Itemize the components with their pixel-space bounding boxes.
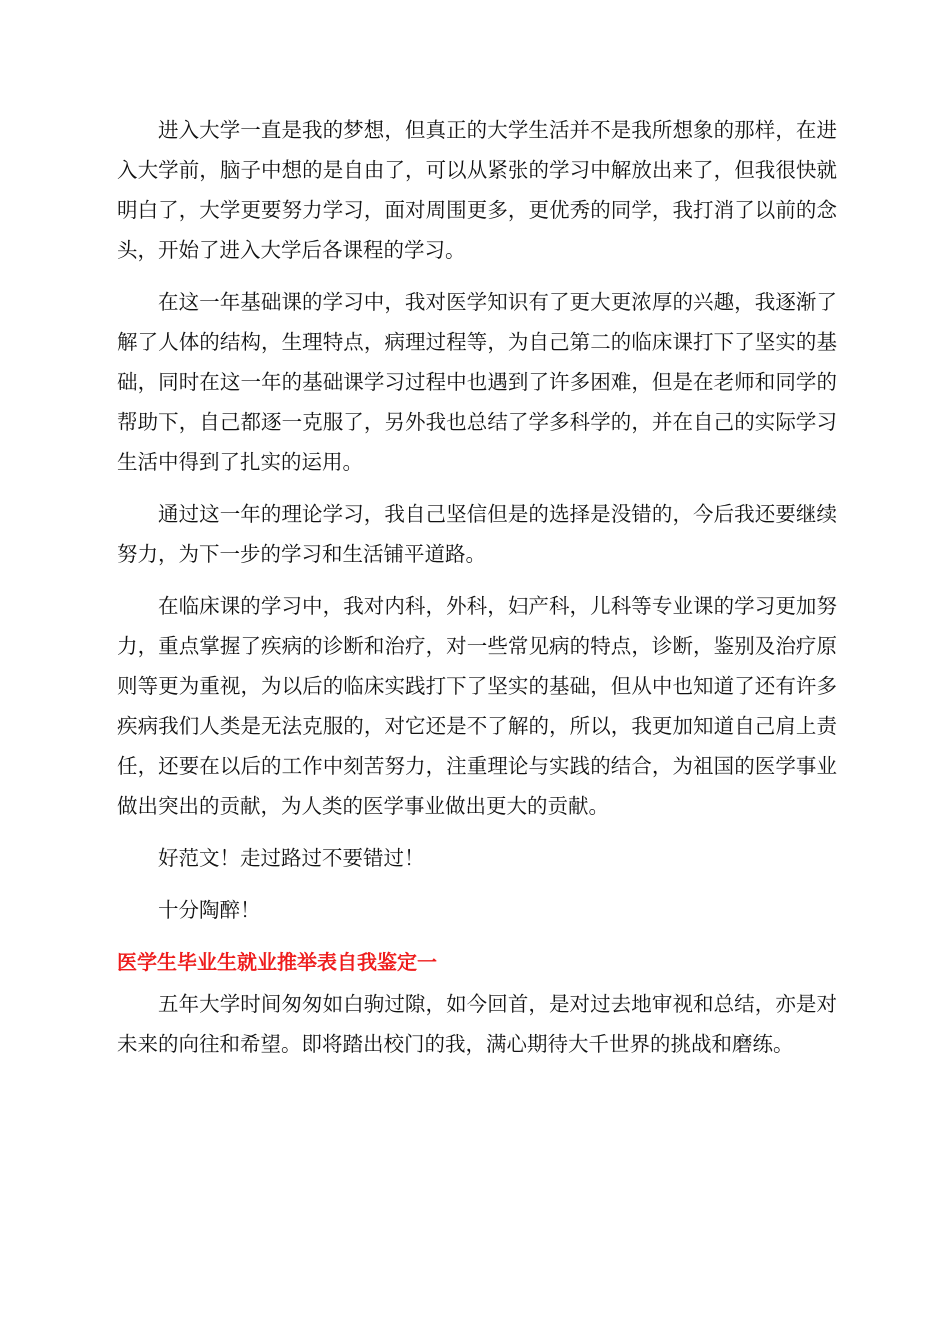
paragraph-clinical-courses: 在临床课的学习中，我对内科，外科，妇产科，儿科等专业课的学习更加努力，重点掌握了疾病的诊断和治疗，对一些常见病的特点，诊断，鉴别及治疗原则等更为重视，为以后的临床实践打下了坚实的基础，但从中也知道了还有许多疾病我们人类是无法克服的，对它还是不了解的，所以，我更加知道自己肩上责任，还要在以后的工作中刻苦努力，注重理论与实践的结合，为祖国的医学事业做出突出的贡献，为人类的医学事业做出更大的贡献。 [117, 594, 837, 818]
paragraph-recommend: 好范文！走过路过不要错过！ [158, 846, 425, 870]
paragraph-theory-study: 通过这一年的理论学习，我自己坚信但是的选择是没错的，今后我还要继续努力，为下一步的学习和生活铺平道路。 [117, 502, 837, 566]
section-heading: 医学生毕业生就业推举表自我鉴定一 [117, 950, 437, 974]
paragraph-basic-courses: 在这一年基础课的学习中，我对医学知识有了更大更浓厚的兴趣，我逐渐了解了人体的结构，生理特点，病理过程等，为自己第二的临床课打下了坚实的基础，同时在这一年的基础课学习过程中也遇到了许多困难，但是在老师和同学的帮助下，自己都逐一克服了，另外我也总结了学多科学的，并在自己的实际学习生活中得到了扎实的运用。 [117, 290, 837, 474]
paragraph-dream: 进入大学一直是我的梦想，但真正的大学生活并不是我所想象的那样，在进入大学前，脑子中想的是自由了，可以从紧张的学习中解放出来了，但我很快就明白了，大学更要努力学习，面对周围更多，更优秀的同学，我打消了以前的念头，开始了进入大学后各课程的学习。 [117, 118, 837, 262]
document-page [117, 110, 837, 1076]
paragraph-intoxicated: 十分陶醉！ [158, 898, 261, 922]
paragraph-five-years: 五年大学时间匆匆如白驹过隙，如今回首，是对过去地审视和总结，亦是对未来的向往和希望。即将踏出校门的我，满心期待大千世界的挑战和磨练。 [117, 992, 837, 1056]
